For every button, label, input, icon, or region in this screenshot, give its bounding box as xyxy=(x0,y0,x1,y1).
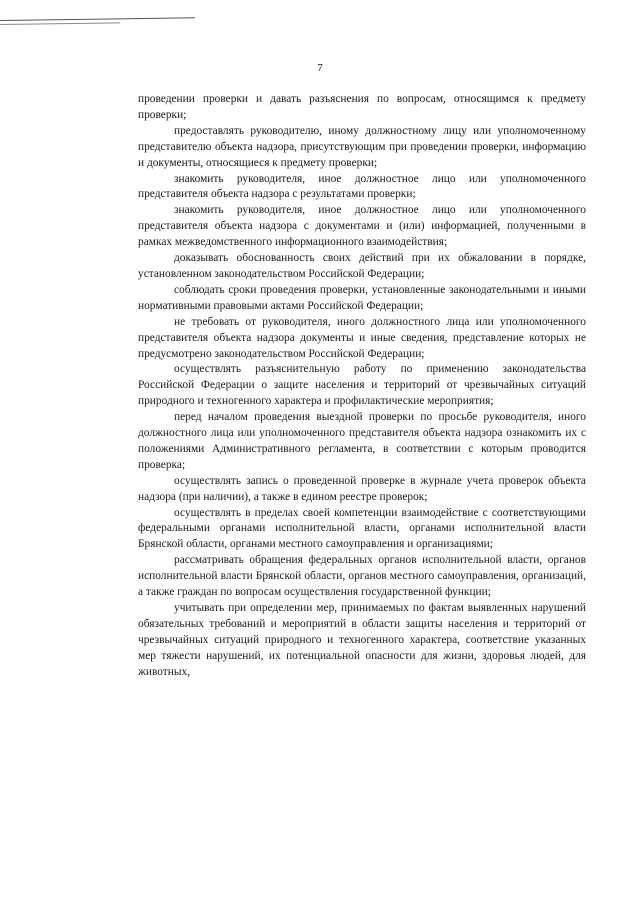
paragraph-acquaint-results: знакомить руководителя, иное должностное лицо или уполномоченного представителя объекта надзора с результатами проверки; xyxy=(138,172,586,201)
paragraph-explanatory-work: осуществлять разъяснительную работу по применению законодательства Российской Федерации о защите населения и территорий от чрезвычайных ситуаций природного и техногенного характера и профилактические мероприятия; xyxy=(138,363,586,408)
document-body xyxy=(138,92,586,681)
paragraph-record-inspection: осуществлять запись о проведенной проверке в журнале учета проверок объекта надзора (при наличии), а также в едином реестре проверок; xyxy=(138,474,586,503)
paragraph-consider-measures: учитывать при определении мер, принимаемых по фактам выявленных нарушений обязательных требований и мероприятий в области защиты населения и территорий от чрезвычайных ситуаций природного и техногенного характера, соответствие указанных мер тяжести нарушений, их потенциальной опасности для жизни, здоровья людей, для животных, xyxy=(138,602,586,678)
paragraph-provide-information: предоставлять руководителю, иному должностному лицу или уполномоченному представителю объекта надзора, присутствующим при проведении проверки, информацию и документы, относящиеся к предмету проверки; xyxy=(138,124,586,169)
paragraph-interaction: осуществлять в пределах своей компетенции взаимодействие с соответствующими федеральными органами исполнительной власти, органами исполнительной власти Брянской области, органами местного самоуправления и организациями; xyxy=(138,506,586,551)
paragraph-acquaint-documents: знакомить руководителя, иное должностное лицо или уполномоченного представителя объекта надзора с документами и (или) информацией, полученными в рамках межведомственного информационного взаимодействия; xyxy=(138,204,586,249)
paragraph-prove-validity: доказывать обоснованность своих действий при их обжаловании в порядке, установленном законодательством Российской Федерации; xyxy=(138,252,586,280)
scan-artifact-line-secondary xyxy=(0,22,120,25)
paragraph-observe-deadlines: соблюдать сроки проведения проверки, установленные законодательными и иными нормативными правовыми актами Российской Федерации; xyxy=(138,283,586,312)
scan-artifact-line xyxy=(0,17,195,21)
paragraph-not-demand: не требовать от руководителя, иного должностного лица или уполномоченного представителя объекта надзора документы и иные сведения, представление которых не предусмотрено законодательством Российской Федерации; xyxy=(138,315,586,360)
paragraph-continuation: проведении проверки и давать разъяснения по вопросам, относящимся к предмету проверки; xyxy=(138,93,586,121)
paragraph-before-inspection: перед началом проведения выездной проверки по просьбе руководителя, иного должностного лица или уполномоченного представителя объекта надзора ознакомить их с положениями Административного регламента, в соответствии с которым проводится проверка; xyxy=(138,411,586,471)
paragraph-consider-appeals: рассматривать обращения федеральных органов исполнительной власти, органов исполнительной власти Брянской области, органов местного самоуправления, организаций, а также граждан по вопросам осуществления государственной функции; xyxy=(138,554,586,599)
page-number: 7 xyxy=(317,62,323,74)
